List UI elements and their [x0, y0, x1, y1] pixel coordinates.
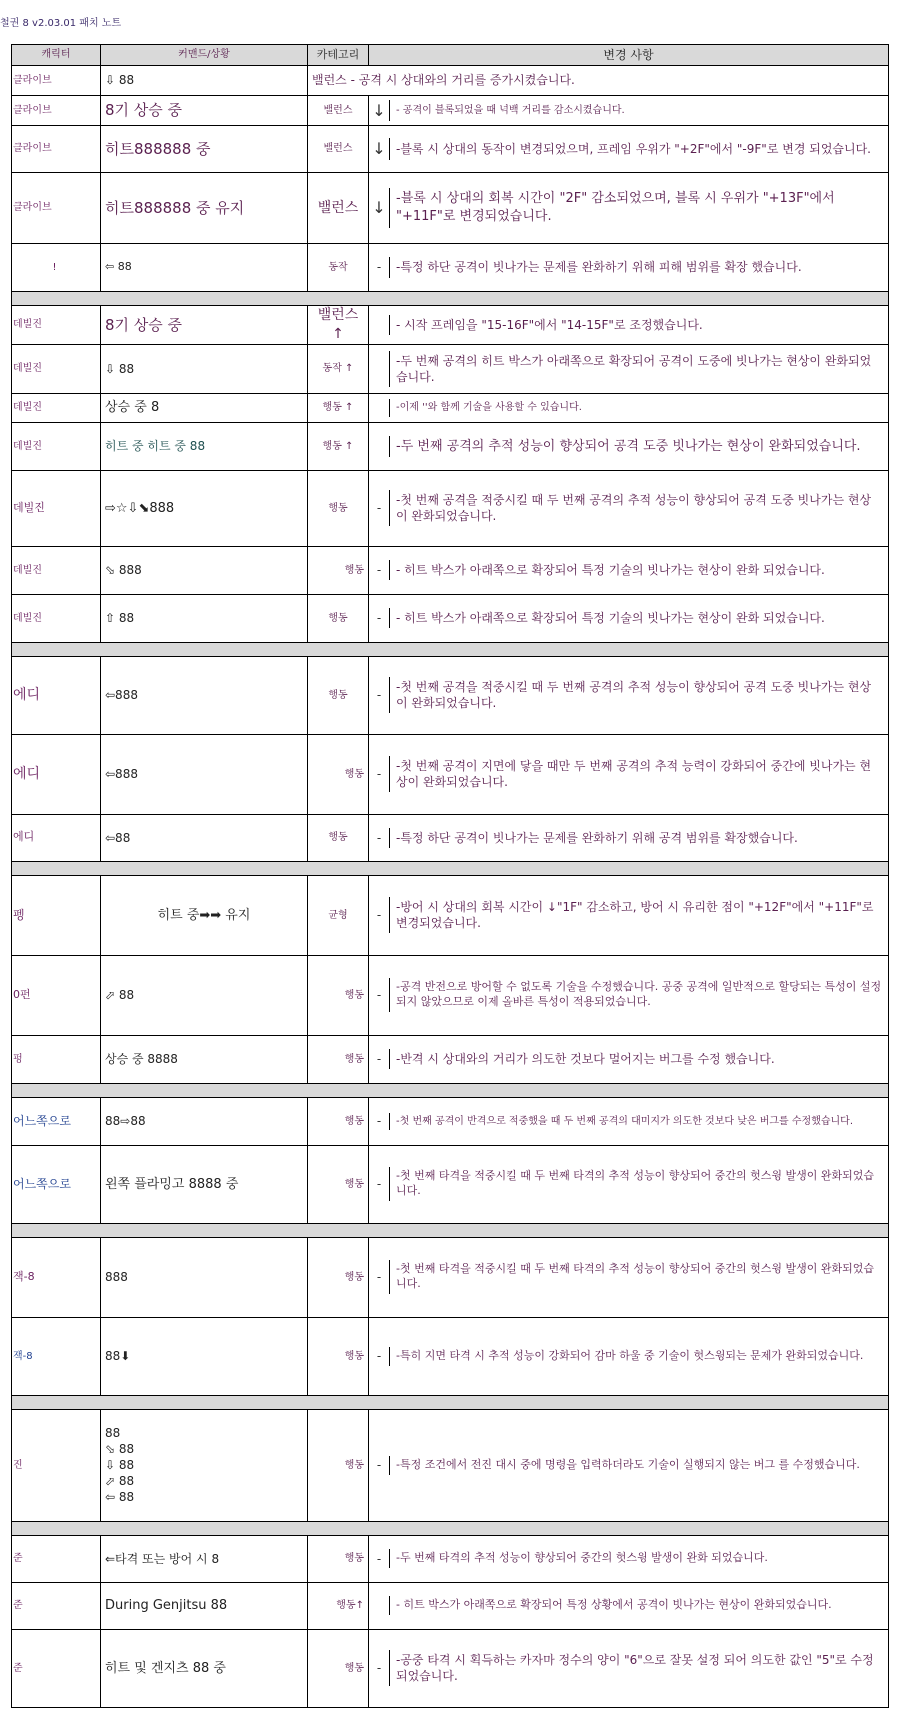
command-cell: 히트888888 중 유지 — [101, 173, 308, 244]
category-cell: 행동 — [308, 1535, 369, 1582]
change-text: -첫 번째 공격을 적중시킬 때 두 번째 공격의 추적 성능이 향상되어 공격 도중 빗나가는 현상이 완화되었습니다. — [396, 680, 872, 711]
category-cell: 행동 — [308, 546, 369, 594]
change-mark: - — [369, 1049, 390, 1069]
change-text: -특정 조건에서 전진 대시 중에 명령을 입력하더라도 기술이 실행되지 않는 버그 를 수정했습니다. — [396, 1457, 860, 1471]
category-cell: 균형 — [308, 875, 369, 955]
change-text: -공격 반전으로 방어할 수 없도록 기술을 수정했습니다. 공중 공격에 일반적으로 할당되는 특성이 설정되지 않았으므로 이제 올바른 특성이 적용되었습니다. — [396, 980, 882, 1009]
change-cell — [369, 875, 889, 955]
change-cell — [369, 1317, 889, 1395]
change-cell — [369, 1409, 889, 1521]
header-character: 캐릭터 — [12, 45, 101, 66]
category-cell: 행동 — [308, 594, 369, 642]
category-cell: 행동 — [308, 955, 369, 1035]
category-cell: 행동 — [308, 1317, 369, 1395]
change-cell — [369, 470, 889, 546]
change-cell — [369, 955, 889, 1035]
header-category: 카테고리 — [308, 45, 369, 66]
category-cell: 행동 — [308, 1409, 369, 1521]
change-cell — [369, 1145, 889, 1223]
command-cell: 상승 중 8 — [101, 393, 308, 422]
category-cell: 동작 ↑ — [308, 344, 369, 393]
character-cell: 데빌진 — [12, 594, 101, 642]
character-cell: 에디 — [12, 734, 101, 814]
change-mark: - — [369, 1167, 390, 1201]
change-mark — [369, 351, 390, 387]
table-row — [12, 1582, 889, 1629]
character-cell: 어느쪽으로 — [12, 1145, 101, 1223]
table-row — [12, 814, 889, 861]
change-mark: - — [369, 1456, 390, 1475]
change-text: -첫 번째 타격을 적중시킬 때 두 번째 타격의 추적 성능이 향상되어 중간의 헛스윙 발생이 완화되었습니다. — [396, 1169, 874, 1198]
change-cell — [369, 1629, 889, 1707]
change-mark: - — [369, 756, 390, 792]
change-text: -첫 번째 공격을 적중시킬 때 두 번째 공격의 추적 성능이 향상되어 공격 도중 빗나가는 현상이 완화되었습니다. — [396, 493, 872, 524]
change-text: -특히 지면 타격 시 추적 성능이 강화되어 감마 하울 중 기술이 헛스윙되는 문제가 완화되었습니다. — [396, 1348, 864, 1362]
character-cell: 데빌진 — [12, 344, 101, 393]
change-cell — [369, 546, 889, 594]
character-cell: 준 — [12, 1582, 101, 1629]
change-text: -첫 번째 공격이 반격으로 적중했을 때 두 번째 공격의 대미지가 의도한 것보다 낮은 버그를 수정했습니다. — [396, 1115, 854, 1127]
section-separator — [12, 292, 889, 306]
change-text: -특정 하단 공격이 빗나가는 문제를 완화하기 위해 공격 범위를 확장했습니다. — [396, 830, 798, 845]
section-separator — [12, 642, 889, 656]
table-row — [12, 173, 889, 244]
command-cell: ⇦888 — [101, 656, 308, 734]
command-cell: ⬂ 888 — [101, 546, 308, 594]
table-row — [12, 1535, 889, 1582]
command-cell: ⇩ 88 — [101, 344, 308, 393]
table-row — [12, 1237, 889, 1317]
change-mark — [369, 315, 390, 335]
change-cell — [369, 1535, 889, 1582]
change-cell — [369, 306, 889, 345]
change-cell — [369, 126, 889, 173]
character-cell: 클라이브 — [12, 173, 101, 244]
change-text: -반격 시 상대와의 거리가 의도한 것보다 멀어지는 버그를 수정 했습니다. — [396, 1052, 775, 1067]
change-mark — [369, 1596, 390, 1615]
change-mark: - — [369, 1260, 390, 1294]
change-cell — [369, 594, 889, 642]
category-cell: 밸런스 ↑ — [308, 306, 369, 345]
table-row — [12, 1145, 889, 1223]
command-line: ⬂ 88 — [105, 1442, 135, 1457]
table-row — [12, 955, 889, 1035]
category-cell: 행동 — [308, 470, 369, 546]
character-cell: 데빌진 — [12, 393, 101, 422]
character-cell: 0펀 — [12, 955, 101, 1035]
character-cell: 데빌진 — [12, 422, 101, 470]
table-row — [12, 734, 889, 814]
table-row — [12, 344, 889, 393]
command-line: ⇦ 88 — [105, 1490, 135, 1505]
table-row — [12, 244, 889, 292]
command-cell: ⇩ 88 — [101, 66, 308, 96]
character-cell: 펑 — [12, 1035, 101, 1083]
command-cell: 88⇨88 — [101, 1097, 308, 1145]
table-row — [12, 393, 889, 422]
change-mark: - — [369, 1347, 390, 1366]
table-row — [12, 306, 889, 345]
command-cell: 히트 중 히트 중 88 — [101, 422, 308, 470]
character-cell: 데빌진 — [12, 470, 101, 546]
change-mark: - — [369, 897, 390, 933]
change-text: - 공격이 블록되었을 때 넉백 거리를 감소시켰습니다. — [396, 104, 625, 116]
change-cell — [369, 656, 889, 734]
change-text: -블록 시 상대의 회복 시간이 "2F" 감소되었으며, 블록 시 우위가 "+13F"에서 "+11F"로 변경되었습니다. — [396, 191, 835, 224]
change-cell — [369, 173, 889, 244]
category-cell: 밸런스 — [308, 126, 369, 173]
change-mark: - — [369, 608, 390, 628]
command-line: ⬀ 88 — [105, 1474, 135, 1489]
category-cell: 행동 ↑ — [308, 393, 369, 422]
character-cell: 잭-8 — [12, 1317, 101, 1395]
command-cell: 히트 중➡➡ 유지 — [101, 875, 308, 955]
category-cell: 밸런스 — [308, 173, 369, 244]
change-text: -방어 시 상대의 회복 시간이 ↓"1F" 감소하고, 방어 시 유리한 점이 "+12F"에서 "+11F"로 변경되었습니다. — [396, 900, 874, 931]
command-line: ⇩ 88 — [105, 1458, 135, 1473]
table-header-row — [12, 45, 889, 66]
table-row — [12, 594, 889, 642]
character-cell: 진 — [12, 1409, 101, 1521]
character-cell: 데빌진 — [12, 546, 101, 594]
command-cell: ⇧ 88 — [101, 594, 308, 642]
category-cell: 행동 — [308, 656, 369, 734]
change-mark: - — [369, 1650, 390, 1686]
table-row — [12, 875, 889, 955]
change-text: -이제 ''와 함께 기술을 사용할 수 있습니다. — [396, 402, 582, 414]
change-cell — [369, 1035, 889, 1083]
change-mark — [369, 399, 390, 417]
category-cell: 행동 — [308, 1145, 369, 1223]
category-cell: 행동 — [308, 1097, 369, 1145]
document-title: 철권 8 v2.03.01 패치 노트 — [0, 18, 122, 29]
command-cell: 상승 중 8888 — [101, 1035, 308, 1083]
change-cell — [369, 1237, 889, 1317]
character-cell: 에디 — [12, 814, 101, 861]
command-cell: During Genjitsu 88 — [101, 1582, 308, 1629]
change-cell — [369, 734, 889, 814]
change-cell — [369, 814, 889, 861]
change-cell — [369, 344, 889, 393]
change-mark: ↓ — [369, 100, 390, 122]
category-cell: 밸런스 - 공격 시 상대와의 거리를 증가시켰습니다. — [308, 66, 889, 96]
change-mark: - — [369, 490, 390, 526]
table-row — [12, 546, 889, 594]
character-cell: 어느쪽으로 — [12, 1097, 101, 1145]
table-row — [12, 422, 889, 470]
command-cell: ⇦88 — [101, 814, 308, 861]
change-text: -특정 하단 공격이 빗나가는 문제를 완화하기 위해 피해 범위를 확장 했습니다. — [396, 260, 802, 275]
table-row — [12, 470, 889, 546]
change-cell — [369, 1097, 889, 1145]
character-cell: ! — [12, 244, 101, 292]
table-row — [12, 66, 889, 96]
change-text: -두 번째 공격의 추적 성능이 향상되어 공격 도중 빗나가는 현상이 완화되었습니다. — [396, 438, 861, 454]
change-mark: - — [369, 1113, 390, 1131]
command-cell: 8기 상승 중 — [101, 306, 308, 345]
change-mark: - — [369, 677, 390, 713]
header-change: 변경 사항 — [369, 45, 889, 66]
command-cell: 8기 상승 중 — [101, 96, 308, 126]
table-row — [12, 656, 889, 734]
command-cell: 888 — [101, 1237, 308, 1317]
header-command: 커맨드/상황 — [101, 45, 308, 66]
category-cell: 밸런스 — [308, 96, 369, 126]
command-cell: ⇦ 88 — [101, 244, 308, 292]
command-cell: ⇨☆⇩⬊888 — [101, 470, 308, 546]
patch-notes-table — [11, 44, 889, 1708]
section-separator — [12, 1223, 889, 1237]
table-row — [12, 1097, 889, 1145]
change-cell — [369, 1582, 889, 1629]
table-row — [12, 1409, 889, 1521]
change-text: -첫 번째 타격을 적중시킬 때 두 번째 타격의 추적 성능이 향상되어 중간의 헛스윙 발생이 완화되었습니다. — [396, 1262, 874, 1291]
category-cell: 행동 ↑ — [308, 422, 369, 470]
change-text: - 시작 프레임을 "15-16F"에서 "14-15F"로 조정했습니다. — [396, 317, 703, 332]
table-row — [12, 96, 889, 126]
section-separator — [12, 1521, 889, 1535]
change-text: - 히트 박스가 아래쪽으로 확장되어 특정 기술의 빗나가는 현상이 완화 되었습니다. — [396, 563, 825, 578]
change-cell — [369, 244, 889, 292]
command-line: 88 — [105, 1426, 121, 1441]
change-text: -첫 번째 공격이 지면에 닿을 때만 두 번째 공격의 추적 능력이 강화되어 중간에 빗나가는 현상이 완화되었습니다. — [396, 759, 872, 790]
change-mark: - — [369, 560, 390, 580]
change-text: - 히트 박스가 아래쪽으로 확장되어 특정 기술의 빗나가는 현상이 완화 되었습니다. — [396, 611, 825, 626]
command-cell: ⇐타격 또는 방어 시 8 — [101, 1535, 308, 1582]
change-cell — [369, 393, 889, 422]
command-cell: ⇦888 — [101, 734, 308, 814]
change-text: -두 번째 공격의 히트 박스가 아래쪽으로 확장되어 공격이 도중에 빗나가는 현상이 완화되었습니다. — [396, 353, 872, 384]
character-cell: 클라이브 — [12, 126, 101, 173]
section-separator — [12, 861, 889, 875]
character-cell: 클라이브 — [12, 96, 101, 126]
category-cell: 행동 — [308, 814, 369, 861]
change-cell — [369, 422, 889, 470]
category-cell: 행동 — [308, 1237, 369, 1317]
character-cell: 에디 — [12, 656, 101, 734]
change-cell — [369, 96, 889, 126]
change-text: - 히트 박스가 아래쪽으로 확장되어 특정 상황에서 공격이 빗나가는 현상이 완화되었습니다. — [396, 1598, 832, 1612]
command-cell — [101, 1409, 308, 1521]
change-mark: ↓ — [369, 188, 390, 227]
change-text: -공중 타격 시 획득하는 카자마 정수의 양이 "6"으로 잘못 설정 되어 의도한 값인 "5"로 수정되었습니다. — [396, 1653, 874, 1684]
command-cell: 히트888888 중 — [101, 126, 308, 173]
category-cell: 행동↑ — [308, 1582, 369, 1629]
character-cell: 데빌진 — [12, 306, 101, 345]
command-cell: 왼쪽 플라밍고 8888 중 — [101, 1145, 308, 1223]
change-mark: ↓ — [369, 138, 390, 160]
character-cell: 준 — [12, 1535, 101, 1582]
category-cell: 동작 — [308, 244, 369, 292]
command-cell: 히트 및 겐지츠 88 중 — [101, 1629, 308, 1707]
change-mark: - — [369, 1549, 390, 1568]
character-cell: 클라이브 — [12, 66, 101, 96]
category-cell: 행동 — [308, 734, 369, 814]
change-text: -블록 시 상대의 동작이 변경되었으며, 프레임 우위가 "+2F"에서 "-9F"로 변경 되었습니다. — [396, 141, 871, 156]
command-cell: 88⬇ — [101, 1317, 308, 1395]
change-mark: - — [369, 257, 390, 277]
change-mark: - — [369, 978, 390, 1012]
character-cell: 준 — [12, 1629, 101, 1707]
table-row — [12, 1629, 889, 1707]
section-separator — [12, 1395, 889, 1409]
section-separator — [12, 1083, 889, 1097]
change-mark — [369, 436, 390, 458]
table-row — [12, 126, 889, 173]
change-mark: - — [369, 828, 390, 848]
command-cell: ⬀ 88 — [101, 955, 308, 1035]
category-cell: 행동 — [308, 1035, 369, 1083]
category-cell: 행동 — [308, 1629, 369, 1707]
table-row — [12, 1035, 889, 1083]
character-cell: 잭-8 — [12, 1237, 101, 1317]
table-row — [12, 1317, 889, 1395]
character-cell: 펭 — [12, 875, 101, 955]
change-text: -두 번째 타격의 추적 성능이 향상되어 중간의 헛스윙 발생이 완화 되었습니다. — [396, 1551, 768, 1565]
